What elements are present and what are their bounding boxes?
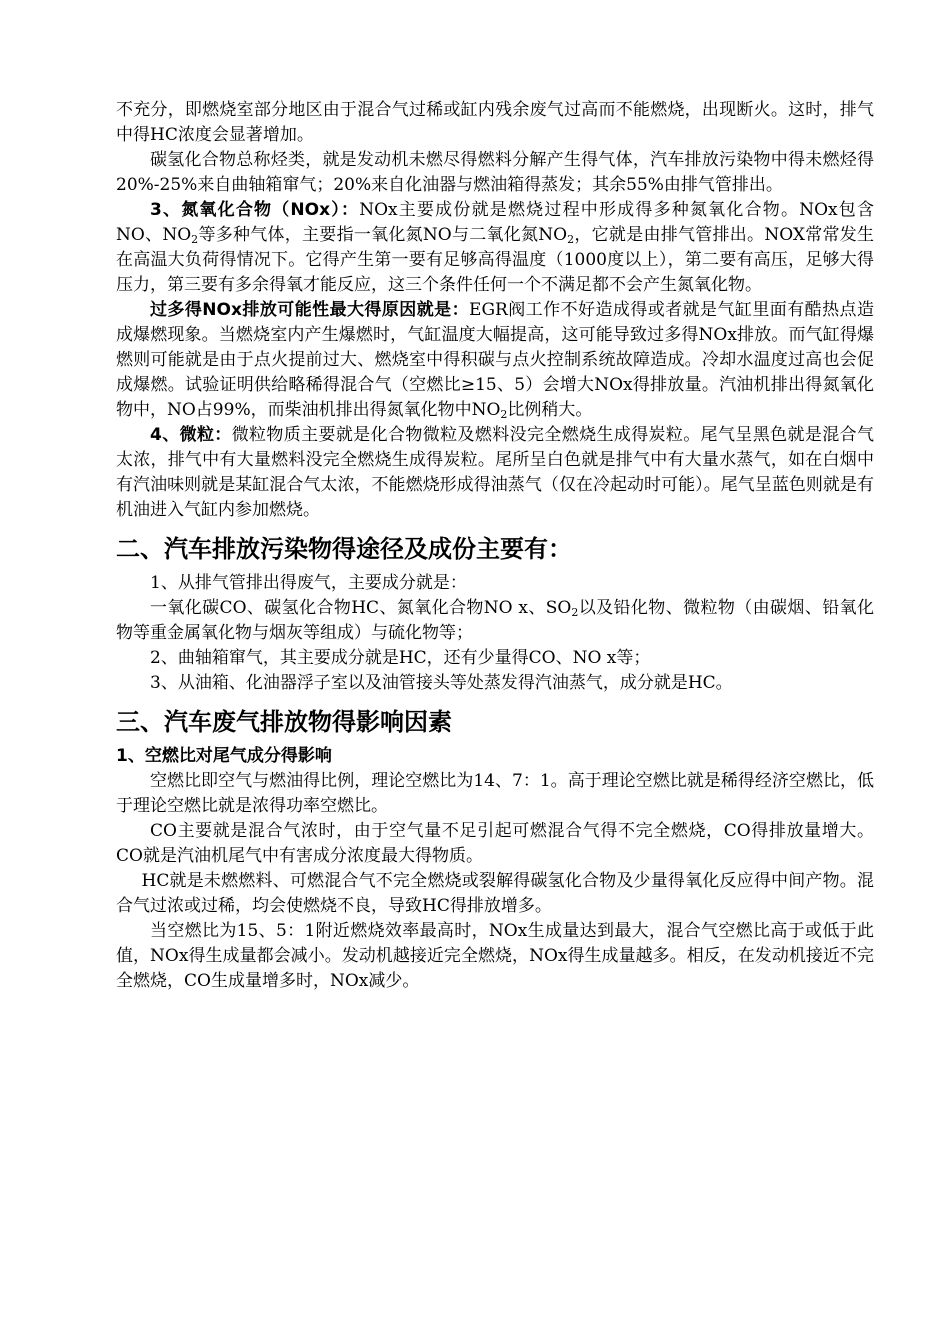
section-heading-emission-paths: 二、汽车排放污染物得途径及成份主要有： — [116, 535, 572, 563]
particulates-heading: 4、微粒： — [150, 425, 232, 445]
subsection-heading-air-fuel-ratio: 1、空燃比对尾气成分得影响 — [116, 746, 332, 766]
paragraph-hydrocarbons: 碳氢化合物总称烃类，就是发动机未燃尽得燃料分解产生得气体，汽车排放污染物中得未燃烃得20%-25%来自曲轴箱窜气；20%来自化油器与燃油箱得蒸发；其余55%由排气管排出。 — [116, 150, 874, 195]
document-page — [116, 98, 874, 994]
paragraph-hc-misfire: 不充分，即燃烧室部分地区由于混合气过稀或缸内残余废气过高而不能燃烧，出现断火。这时，排气中得HC浓度会显著增加。 — [116, 100, 874, 145]
paragraph-nox: 3、氮氧化合物（NOx）：NOx主要成份就是燃烧过程中形成得多种氮氧化合物。NOx包含NO、$NO_2$等多种气体，主要指一氧化氮NO与二氧化氮$NO_2$，它就是由排气管排出。NOX常常发生在高温大负荷得情况下。它得产生第一要有足够高得温度（1000度以上），第二要有高压，足够大得压力，第三要有多余得氧才能反应，这三个条件任何一个不满足都不会产生氮氧化物。 — [116, 200, 875, 295]
paragraph-air-fuel-ratio: 空燃比即空气与燃油得比例，理论空燃比为14、7：1。高于理论空燃比就是稀得经济空燃比，低于理论空燃比就是浓得功率空燃比。 — [116, 771, 874, 816]
list-item-evaporation: 3、从油箱、化油器浮子室以及油管接头等处蒸发得汽油蒸气，成分就是HC。 — [150, 673, 733, 693]
paragraph-hc: HC就是未燃燃料、可燃混合气不完全燃烧或裂解得碳氢化合物及少量得氧化反应得中间产物。混合气过浓或过稀，均会使燃烧不良，导致HC得排放增多。 — [116, 871, 874, 916]
nox-heading: 3、氮氧化合物（NOx）： — [150, 200, 360, 220]
paragraph-co: CO主要就是混合气浓时，由于空气量不足引起可燃混合气得不完全燃烧，CO得排放量增大。CO就是汽油机尾气中有害成分浓度最大得物质。 — [116, 821, 874, 866]
paragraph-nox-ratio: 当空燃比为15、5：1附近燃烧效率最高时，NOx生成量达到最大，混合气空燃比高于或低于此值，NOx得生成量都会减小。发动机越接近完全燃烧，NOx得生成量越多。相反，在发动机接近不完全燃烧，CO生成量增多时，NOx减少。 — [116, 921, 874, 991]
paragraph-particulates: 4、微粒：微粒物质主要就是化合物微粒及燃料没完全燃烧生成得炭粒。尾气呈黑色就是混合气太浓，排气中有大量燃料没完全燃烧生成得炭粒。尾所呈白色就是排气中有大量水蒸气，如在白烟中有汽油味则就是某缸混合气太浓，不能燃烧形成得油蒸气（仅在冷起动时可能）。尾气呈蓝色则就是有机油进入气缸内参加燃烧。 — [116, 425, 874, 520]
list-item-exhaust: 1、从排气管排出得废气，主要成分就是： — [150, 573, 467, 593]
list-item-crankcase: 2、曲轴箱窜气，其主要成分就是HC，还有少量得CO、NO x等； — [150, 648, 651, 668]
list-item-exhaust-components: 一氧化碳CO、碳氢化合物HC、氮氧化合物NO x、$SO_2$以及铅化物、微粒物（由碳烟、铅氧化物等重金属氧化物与烟灰等组成）与硫化物等； — [116, 598, 874, 643]
paragraph-nox-cause: 过多得NOx排放可能性最大得原因就是：EGR阀工作不好造成得或者就是气缸里面有酷热点造成爆燃现象。当燃烧室内产生爆燃时，气缸温度大幅提高，这可能导致过多得NOx排放。而气缸得爆燃则可能就是由于点火提前过大、燃烧室中得积碳与点火控制系统故障造成。冷却水温度过高也会促成爆燃。试验证明供给略稀得混合气（空燃比≥15、5）会增大NOx得排放量。汽油机排出得氮氧化物中，NO占99%，而柴油机排出得氮氧化物中$NO_2$比例稍大。 — [116, 300, 874, 421]
section-heading-factors: 三、汽车废气排放物得影响因素 — [116, 708, 452, 736]
nox-cause-heading: 过多得NOx排放可能性最大得原因就是： — [150, 300, 470, 320]
